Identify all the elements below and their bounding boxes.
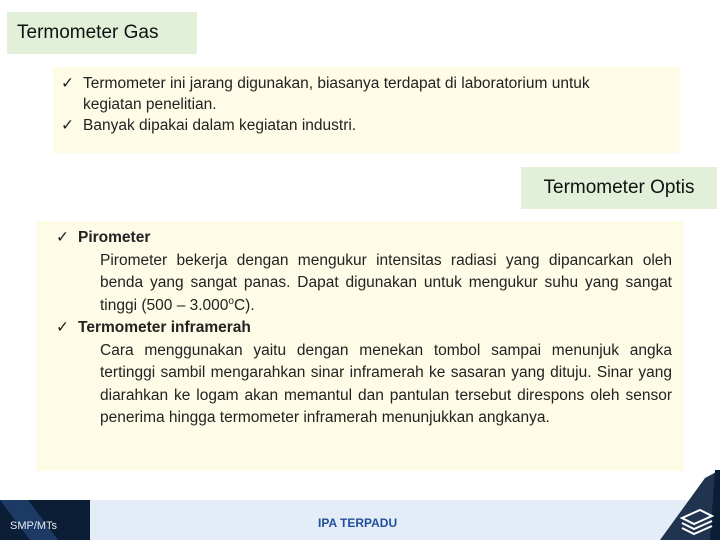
pyrometer-description: [56, 250, 672, 318]
infrared-title: Termometer inframerah: [78, 319, 251, 336]
gas-thermometer-title: [7, 12, 197, 54]
infrared-heading: [56, 317, 672, 340]
pyrometer-desc-end: C).: [233, 296, 255, 314]
infrared-description: Cara menggunakan yaitu dengan menekan tombol sampai menunjuk angka tertinggi sambil mengarahkan sinar inframerah ke sasaran yang dituju. Sinar yang diarahkan ke logam akan memantul dan pantulan tersebut direspons oleh sensor penerima hingga termometer inframerah menunjukkan angkanya.: [100, 341, 672, 426]
optis-title-text: Termometer Optis: [543, 177, 695, 198]
footer-left-block: [0, 500, 90, 540]
gas-bullet-1: [61, 73, 680, 115]
check-icon: ✓: [61, 117, 74, 134]
degree-superscript: o: [228, 295, 234, 307]
pyrometer-heading: [56, 227, 672, 250]
gas-bullet-1-line2: kegiatan penelitian.: [83, 96, 217, 113]
optical-thermometer-panel: [36, 221, 684, 471]
gas-title-text: Termometer Gas: [17, 22, 159, 43]
gas-bullet-2-line1: Banyak dipakai dalam kegiatan industri.: [83, 117, 357, 134]
footer-school-label: SMP/MTs: [10, 520, 58, 532]
check-icon: ✓: [56, 319, 69, 336]
gas-bullet-2: [61, 115, 680, 136]
gas-thermometer-panel: [53, 67, 680, 153]
optical-thermometer-title: [521, 167, 717, 209]
pyrometer-title: Pirometer: [78, 229, 151, 246]
check-icon: ✓: [61, 75, 74, 92]
footer-corner-decoration: [660, 470, 720, 540]
gas-bullet-1-line1: Termometer ini jarang digunakan, biasanya terdapat di laboratorium untuk: [83, 75, 590, 92]
footer-subject-label: IPA TERPADU: [318, 516, 398, 530]
footer-bar: [0, 500, 720, 540]
pyrometer-desc-text: Pirometer bekerja dengan mengukur intensitas radiasi yang dipancarkan oleh benda yang sangat panas. Dapat digunakan untuk mengukur suhu yang sangat tinggi (500 – 3.000: [100, 251, 672, 314]
check-icon: ✓: [56, 229, 69, 246]
